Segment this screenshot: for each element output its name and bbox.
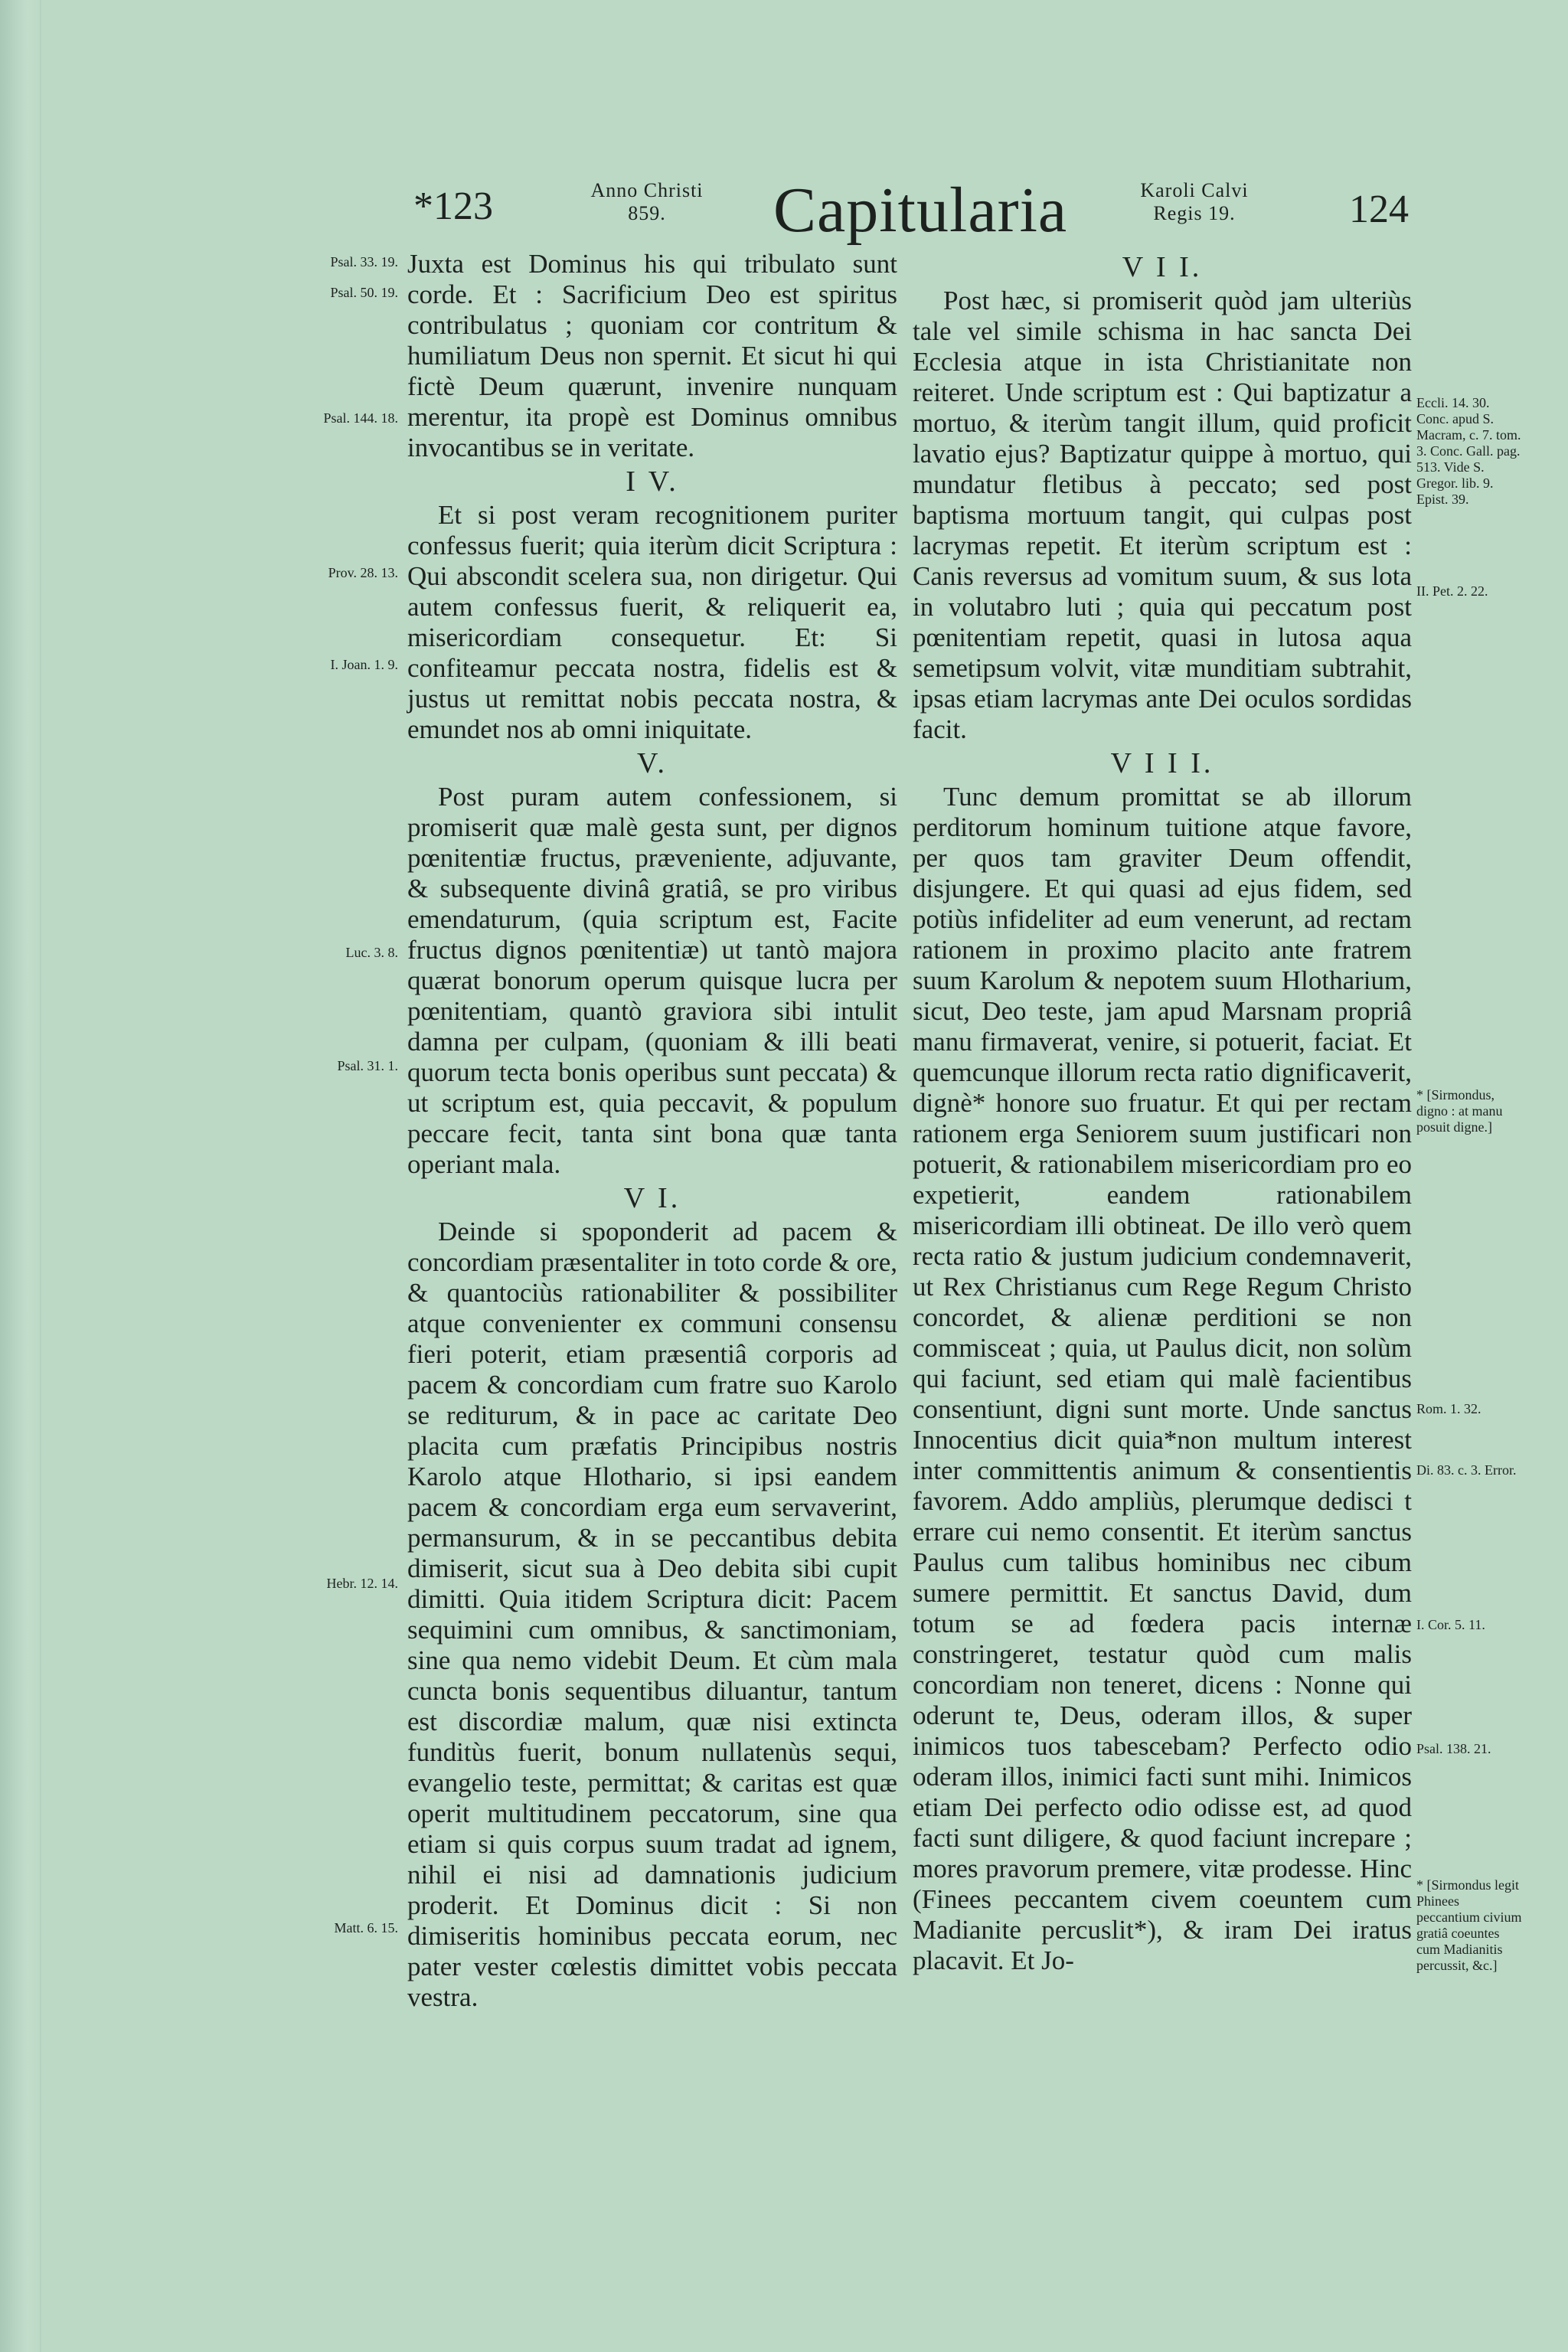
margin-note-right: II. Pet. 2. 22.	[1416, 583, 1488, 599]
section-heading-6: V I.	[623, 1182, 681, 1214]
left-column	[407, 249, 897, 2013]
margin-note-right: * [Sirmondus legit Phinees peccantium civium gratiâ coeuntes cum Madianitis percussit, &c.]	[1416, 1877, 1522, 1973]
reign-label: Karoli Calvi Regis 19.	[1140, 179, 1249, 224]
margin-note-left: Matt. 6. 15.	[334, 1920, 398, 1936]
margin-note-left: Psal. 50. 19.	[330, 285, 398, 300]
margin-note-left: Psal. 144. 18.	[323, 410, 398, 426]
margin-note-right: Rom. 1. 32.	[1416, 1401, 1481, 1416]
section-heading-7: V I I.	[1122, 251, 1203, 283]
paragraph-8: Tunc demum promittat se ab illorum perditorum hominum tuitione atque favore, per quos tam graviter Deum offendit, disjungere. Et qui quasi ad ejus fidem, sed potiùs infideliter ad eum venerunt, ad rectam rationem in proximo placito ante fratrem suum Karolum & nepotem suum Hlotharium, sicut, Deo teste, jam apud Marsnam propriâ manu firmaverat, venire, si potuerit, faciat. Et quemcunque illorum recta ratio dignificaverit, dignè* honore suo fruatur. Et qui per rectam rationem erga Seniorem suum justificari non potuerit, & rationabilem misericordiam pro eo expetierit, eandem rationabilem misericordiam illi obtineat. De illo verò quem recta ratio & justum judicium condemnaverit, ut Rex Christianus cum Rege Regum Christo concordet, & alienæ perditioni se non commisceat ; quia, ut Paulus dicit, non solùm qui faciunt, sed etiam qui malè facientibus consentiunt, digni sunt morte. Unde sanctus Innocentius dicit quia*non multum interest inter committentis animum & consentientis favorem. Addo ampliùs, plerumque dedisci t errare cui nemo consentit. Et iterùm sanctus Paulus cum talibus hominibus nec cibum sumere permittit. Et sanctus David, dum totum se ad fœdera pacis internæ constringeret, testatur quòd cum malis concordiam non teneret, dicens : Nonne qui oderunt te, Deus, oderam illos, & super inimicos tuos tabescebam? Perfecto odio oderam illos, inimici facti sunt mihi. Inimicos etiam Dei perfecto odio odisse est, ad quod facti sunt diligere, & quod faciunt increpare ; mores pravorum premere, vitæ prodesse. Hinc (Finees peccantem civem coeuntem cum Madianite percuslit*), & iram Dei iratus placavit. Et Jo-	[913, 782, 1412, 1975]
paragraph-6: Deinde si spoponderit ad pacem & concordiam præsentaliter in toto corde & ore, & quantociùs rationabiliter & possibiliter atque convenienter ex communi consensu fieri poterit, etiam præsentiâ corporis ad pacem & concordiam cum fratre suo Karolo se rediturum, & in pace ac caritate Deo placita cum præfatis Principibus nostris Karolo atque Hlothario, si ipsi eandem pacem & concordiam erga eum servaverint, permansurum, & in se peccantibus debita dimiserit, sicut sua à Deo debita sibi cupit dimitti. Quia itidem Scriptura dicit: Pacem sequimini cum omnibus, & sanctimoniam, sine qua nemo videbit Deum. Et cùm mala cuncta bonis sequentibus diluantur, tantum est discordiæ malum, quæ nisi extincta funditùs fuerit, bonum nullatenùs sequi, evangelio teste, permittat; & caritas est quæ operit multitudinem peccatorum, sine qua etiam si quis corpus suum tradat ad ignem, nihil ei nisi ad damnationis judicium proderit. Et Dominus dicit : Si non dimiseritis hominibus peccata eorum, nec pater vester cœlestis dimittet vobis peccata vestra.	[407, 1217, 897, 2012]
margin-note-left: Psal. 31. 1.	[337, 1058, 398, 1073]
page-title: Capitularia	[773, 175, 1068, 246]
page-number-right: 124	[1349, 188, 1409, 231]
year-label: Anno Christi 859.	[590, 179, 704, 224]
margin-note-right: Psal. 138. 21.	[1416, 1741, 1491, 1756]
section-heading-5: V.	[636, 747, 668, 779]
margin-note-right: * [Sirmondus, digno : at manu posuit digne.]	[1416, 1087, 1503, 1135]
section-heading-4: I V.	[626, 466, 679, 498]
margin-note-left: Luc. 3. 8.	[345, 945, 398, 960]
paragraph-7: Post hæc, si promiserit quòd jam ulteriùs tale vel simile schisma in hac sancta Dei Ecclesia atque in ista Christianitate non reiteret. Unde scriptum est : Qui baptizatur a mortuo, & iterùm tangit illum, quid proficit lavatio ejus? Baptizatur quippe à mortuo, qui mundatur fletibus à peccato; sed post baptisma mortuum tangit, qui culpas post lacrymas repetit. Et iterùm scriptum est : Canis reversus ad vomitum suum, & sus lota in volutabro luti ; quia qui peccatum post pœnitentiam repetit, quasi in lutosa aqua semetipsum volvit, vitæ munditiam subtrahit, ipsas etiam lacrymas ante Dei oculos sordidas facit.	[913, 286, 1412, 744]
book-gutter	[0, 0, 41, 2352]
page-number-left: *123	[413, 185, 493, 228]
margin-note-left: Prov. 28. 13.	[328, 565, 398, 580]
margin-note-left: Psal. 33. 19.	[330, 254, 398, 270]
margin-note-left: Hebr. 12. 14.	[326, 1576, 398, 1591]
margin-note-right: Eccli. 14. 30. Conc. apud S. Macram, c. 7. tom. 3. Conc. Gall. pag. 513. Vide S. Gregor. lib. 9. Epist. 39.	[1416, 395, 1521, 507]
paragraph-4: Et si post veram recognitionem puriter confessus fuerit; quia iterùm dicit Scriptura : Qui abscondit scelera sua, non dirigetur. Qui autem confessus fuerit, & reliquerit ea, misericordiam consequetur. Et: Si confiteamur peccata nostra, fidelis est & justus ut remittat nobis peccata nostra, & emundet nos ab omni iniquitate.	[407, 500, 897, 744]
page-header	[413, 170, 1409, 246]
section-heading-8: V I I I.	[1110, 747, 1214, 779]
paragraph-3-end: Juxta est Dominus his qui tribulato sunt corde. Et : Sacrificium Deo est spiritus contribulatus ; quoniam cor contritum & humiliatum Deus non spernit. Et sicut hi qui fictè Deum quærunt, invenire nunquam merentur, ita propè est Dominus omnibus invocantibus se in veritate.	[407, 249, 897, 462]
paragraph-5: Post puram autem confessionem, si promiserit quæ malè gesta sunt, per dignos pœnitentiæ fructus, præveniente, adjuvante, & subsequente divinâ gratiâ, se pro viribus emendaturum, (quia scriptum est, Facite fructus dignos pœnitentiæ) ut tantò majora quærat bonorum operum quisque lucra per pœnitentiam, quantò graviora sibi intulit damna per culpam, (quoniam & illi beati quorum tecta bonis operibus sunt peccata) & ut scriptum est, quia peccavit, & populum peccare fecit, tanta sint bona quæ tanta operiant mala.	[407, 782, 897, 1179]
right-column	[913, 249, 1412, 1976]
margin-note-left: I. Joan. 1. 9.	[330, 657, 398, 672]
margin-note-right: Di. 83. c. 3. Error.	[1416, 1462, 1517, 1478]
margin-note-right: I. Cor. 5. 11.	[1416, 1617, 1485, 1632]
